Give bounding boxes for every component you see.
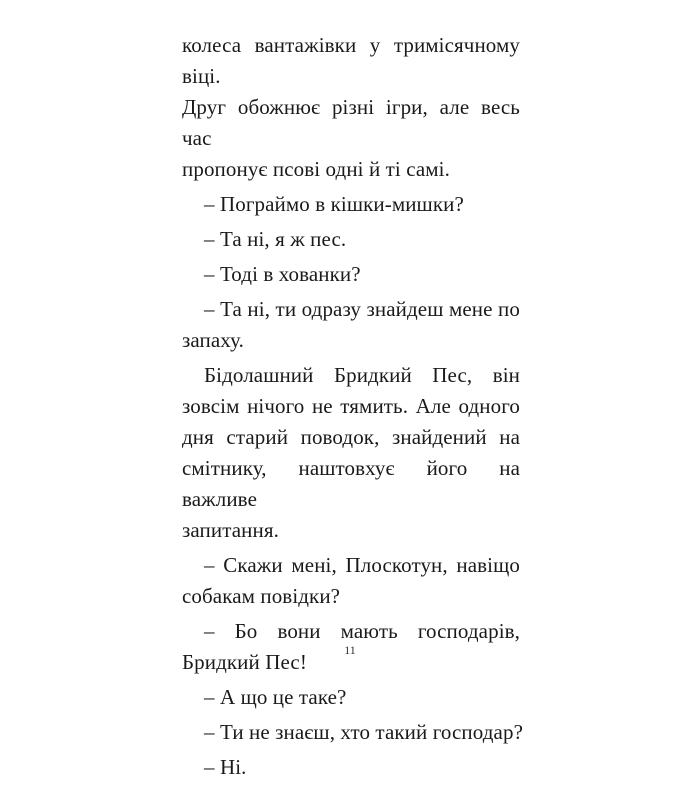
text-line: колеса вантажівки у тримісячному віці. [182,33,520,88]
page-number: 11 [344,643,356,657]
text-line: – Та ні, ти одразу знайдеш мене по [204,297,520,321]
page-body-text [182,30,523,787]
dialogue-line [182,682,520,713]
dialogue-line [182,717,523,748]
text-line: – Ти не знаєш, хто такий господар? [204,720,523,744]
dialogue-line [182,189,520,220]
text-line: – Бо вони мають господарів, [204,619,520,643]
text-line: смітнику, наштовхує його на важливе [182,456,520,511]
text-line: Бідолашний Бридкий Пес, він [204,363,520,387]
text-line: собакам повідки? [182,584,341,608]
text-line: – Скажи мені, Плоскотун, навіщо [204,553,520,577]
dialogue-line [182,224,520,255]
dialogue-line [182,752,520,783]
text-line: – Та ні, я ж пес. [204,227,347,251]
dialogue-line [182,550,520,612]
text-line: Бридкий Пес! [182,650,307,674]
text-line: запаху. [182,328,244,352]
paragraph [182,360,520,546]
text-line: дня старий поводок, знайдений на [182,425,520,449]
text-line: запитання. [182,518,279,542]
text-line: – Тоді в хованки? [204,262,361,286]
text-line: – Пограймо в кішки-мишки? [204,192,464,216]
text-line: зовсім нічого не тямить. Але одного [182,394,520,418]
dialogue-line [182,294,520,356]
text-line: пропонує псові одні й ті самі. [182,157,450,181]
paragraph-continuation [182,30,520,185]
dialogue-line [182,259,520,290]
text-line: – Ні. [204,755,247,779]
text-line: Друг обожнює різні ігри, але весь час [182,95,520,150]
text-line: – А що це таке? [204,685,347,709]
